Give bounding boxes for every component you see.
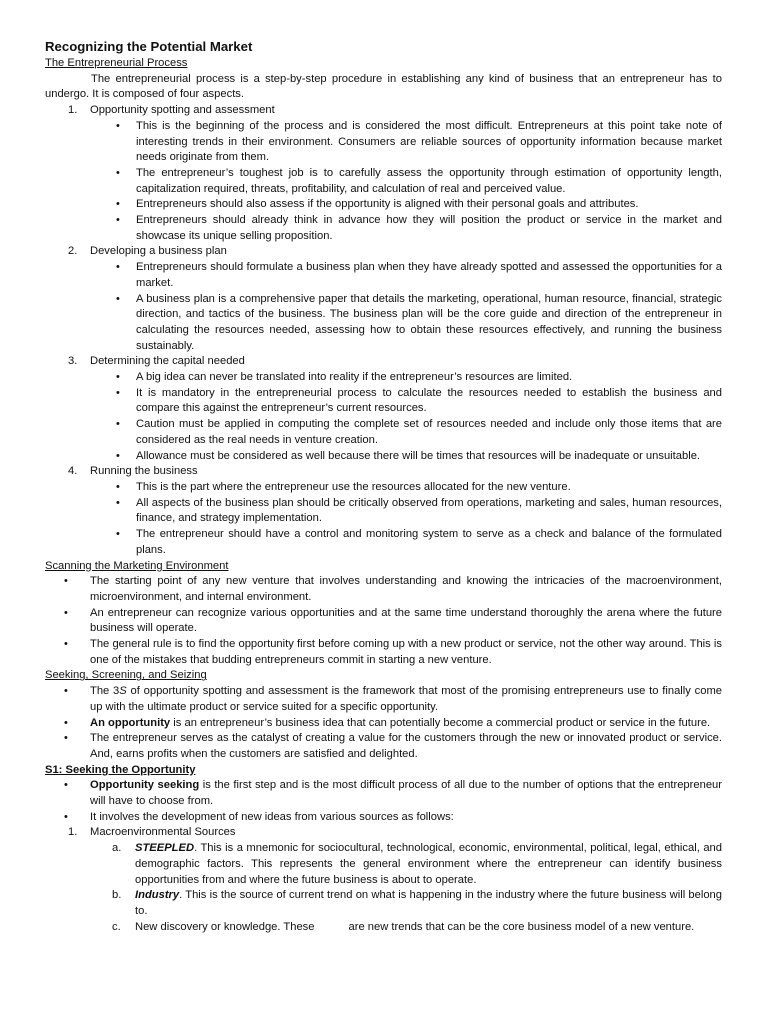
step-number: 2.: [68, 245, 78, 258]
step-number: 4.: [68, 465, 78, 478]
process-steps-list: [45, 464, 722, 480]
step-item: [45, 354, 722, 370]
bullet-item: • This is the part where the entrepreneur use the resources allocated for the new venture.: [91, 480, 722, 496]
seeking-bullets: [45, 778, 722, 825]
bullet-term: Opportunity seeking: [90, 779, 200, 792]
three-s-bullets: [45, 684, 722, 763]
item-term: STEEPLED: [135, 842, 195, 855]
lettered-item: [45, 888, 722, 919]
section-heading-seeking-opportunity: S1: Seeking the Opportunity: [45, 763, 196, 776]
process-steps-list: [45, 244, 722, 260]
step-bullets: [45, 480, 722, 559]
bullet-item: • This is the beginning of the process and is considered the most difficult. Entrepreneurs at this point take note of interesting trends in their environment. Consumers are reliable sources of opportunity information because market needs originate from them.: [91, 119, 722, 166]
item-term: New discovery or knowledge. These: [135, 920, 315, 933]
macro-sources-list: [45, 841, 722, 935]
bullet-text-italic-s: S: [119, 685, 127, 698]
bullet-item: • The entrepreneur serves as the catalyst of creating a value for the customers through the new or innovated product or service. And, earns profits when the customers are satisfied and delighted.: [45, 731, 722, 762]
bullet-item: [45, 684, 722, 715]
step-label: Determining the capital needed: [90, 355, 245, 368]
step-item: [45, 464, 722, 480]
bullet-item: • A big idea can never be translated into reality if the entrepreneur’s resources are limited.: [91, 370, 722, 386]
bullet-text: of opportunity spotting and assessment is the framework that most of the promising entrepreneurs use to finally come up with the ultimate product or service suited for a specific opportunity.: [90, 685, 722, 713]
section-heading-marketing-environment: Scanning the Marketing Environment: [45, 559, 229, 572]
bullet-item: • The general rule is to find the opportunity first before coming up with a new product or service, not the other way around. This is one of the mistakes that budding entrepreneurs commit in starting a new venture.: [45, 637, 722, 668]
bullet-item: • Entrepreneurs should already think in advance how they will position the product or service in the market and showcase its unique selling proposition.: [91, 213, 722, 244]
bullet-term: An opportunity: [90, 716, 171, 729]
bullet-item: • An entrepreneur can recognize various opportunities and at the same time understand thoroughly the arena where the future business will operate.: [45, 606, 722, 637]
step-label: Developing a business plan: [90, 245, 227, 258]
step-item: [45, 825, 722, 841]
bullet-item: • Entrepreneurs should also assess if the opportunity is aligned with their personal goals and attributes.: [91, 197, 722, 213]
step-label: Macroenvironmental Sources: [90, 826, 236, 839]
step-item: [45, 244, 722, 260]
bullet-item: • It involves the development of new ideas from various sources as follows:: [45, 810, 722, 826]
step-label: Running the business: [90, 465, 198, 478]
lettered-item: [45, 841, 722, 888]
document-title: Recognizing the Potential Market: [45, 39, 253, 54]
bullet-item: • It is mandatory in the entrepreneurial process to calculate the resources needed to establish the business and compare this against the entrepreneur’s current resources.: [91, 386, 722, 417]
step-bullets: [45, 119, 722, 245]
section-heading-entrepreneurial-process: The Entrepreneurial Process: [45, 57, 188, 69]
bullet-item: • Allowance must be considered as well because there will be times that resources will be inadequate or unsuitable.: [91, 449, 722, 465]
step-label: Opportunity spotting and assessment: [90, 104, 275, 117]
item-text: . This is a mnemonic for sociocultural, technological, economic, environmental, political, legal, ethical, and demographic factors. This represents the general environment where the entrepreneur can identify business opportunities from and where the future business is about to operate.: [135, 842, 722, 886]
intro-paragraph: The entrepreneurial process is a step-by-step procedure in establishing any kind of business that an entrepreneur has to undergo. It is composed of four aspects.: [45, 72, 722, 101]
process-steps-list: [45, 354, 722, 370]
bullet-item: • A business plan is a comprehensive paper that details the marketing, operational, human resource, financial, strategic direction, and tactics of the business. The business plan will be the core guide and direction of the entrepreneur in calculating the resources needed, assessing how to obtain these resources effectively, and running the business sustainably.: [91, 292, 722, 355]
marketing-environment-bullets: [45, 574, 722, 668]
step-bullets: [45, 260, 722, 354]
item-letter: b.: [112, 889, 122, 902]
step-number: 1.: [68, 104, 78, 117]
bullet-text: is the first step and is the most difficult process of all due to the number of options that the entrepreneur will have to choose from.: [90, 779, 722, 808]
step-item: [45, 103, 722, 119]
lettered-item: [45, 920, 722, 936]
step-bullets: [45, 370, 722, 464]
item-letter: c.: [112, 920, 121, 933]
item-term: Industry: [135, 889, 180, 902]
process-steps-list: [45, 103, 722, 119]
bullet-text: is an entrepreneur’s business idea that can potentially become a commercial product or service in the future.: [170, 716, 711, 729]
sources-list: [45, 825, 722, 841]
bullet-text-prefix: The 3: [90, 685, 120, 698]
bullet-item: • Entrepreneurs should formulate a business plan when they have already spotted and assessed the opportunities for a market.: [91, 260, 722, 291]
item-text: . This is the source of current trend on what is happening in the industry where the future business will belong to.: [135, 889, 722, 917]
document-page: [45, 38, 722, 935]
bullet-item: • The entrepreneur should have a control and monitoring system to serve as a check and balance of the formulated plans.: [91, 527, 722, 558]
step-number: 3.: [68, 355, 78, 368]
section-heading-seeking-screening-seizing: Seeking, Screening, and Seizing: [45, 669, 207, 682]
bullet-item: • All aspects of the business plan should be critically observed from operations, marketing and sales, human resources, finance, and strategy implementation.: [91, 496, 722, 527]
item-text: are new trends that can be the core business model of a new venture.: [348, 920, 695, 933]
bullet-item: [45, 778, 722, 809]
bullet-item: • Caution must be applied in computing the complete set of resources needed and include only those items that are considered as the real needs in venture creation.: [91, 417, 722, 448]
item-letter: a.: [112, 842, 122, 855]
bullet-item: [45, 716, 722, 732]
bullet-item: • The starting point of any new venture that involves understanding and knowing the intricacies of the macroenvironment, microenvironment, and internal environment.: [45, 574, 722, 605]
bullet-item: • The entrepreneur’s toughest job is to carefully assess the opportunity through estimation of opportunity length, capitalization required, threats, profitability, and calculation of real and perceived value.: [91, 166, 722, 197]
step-number: 1.: [68, 826, 78, 839]
